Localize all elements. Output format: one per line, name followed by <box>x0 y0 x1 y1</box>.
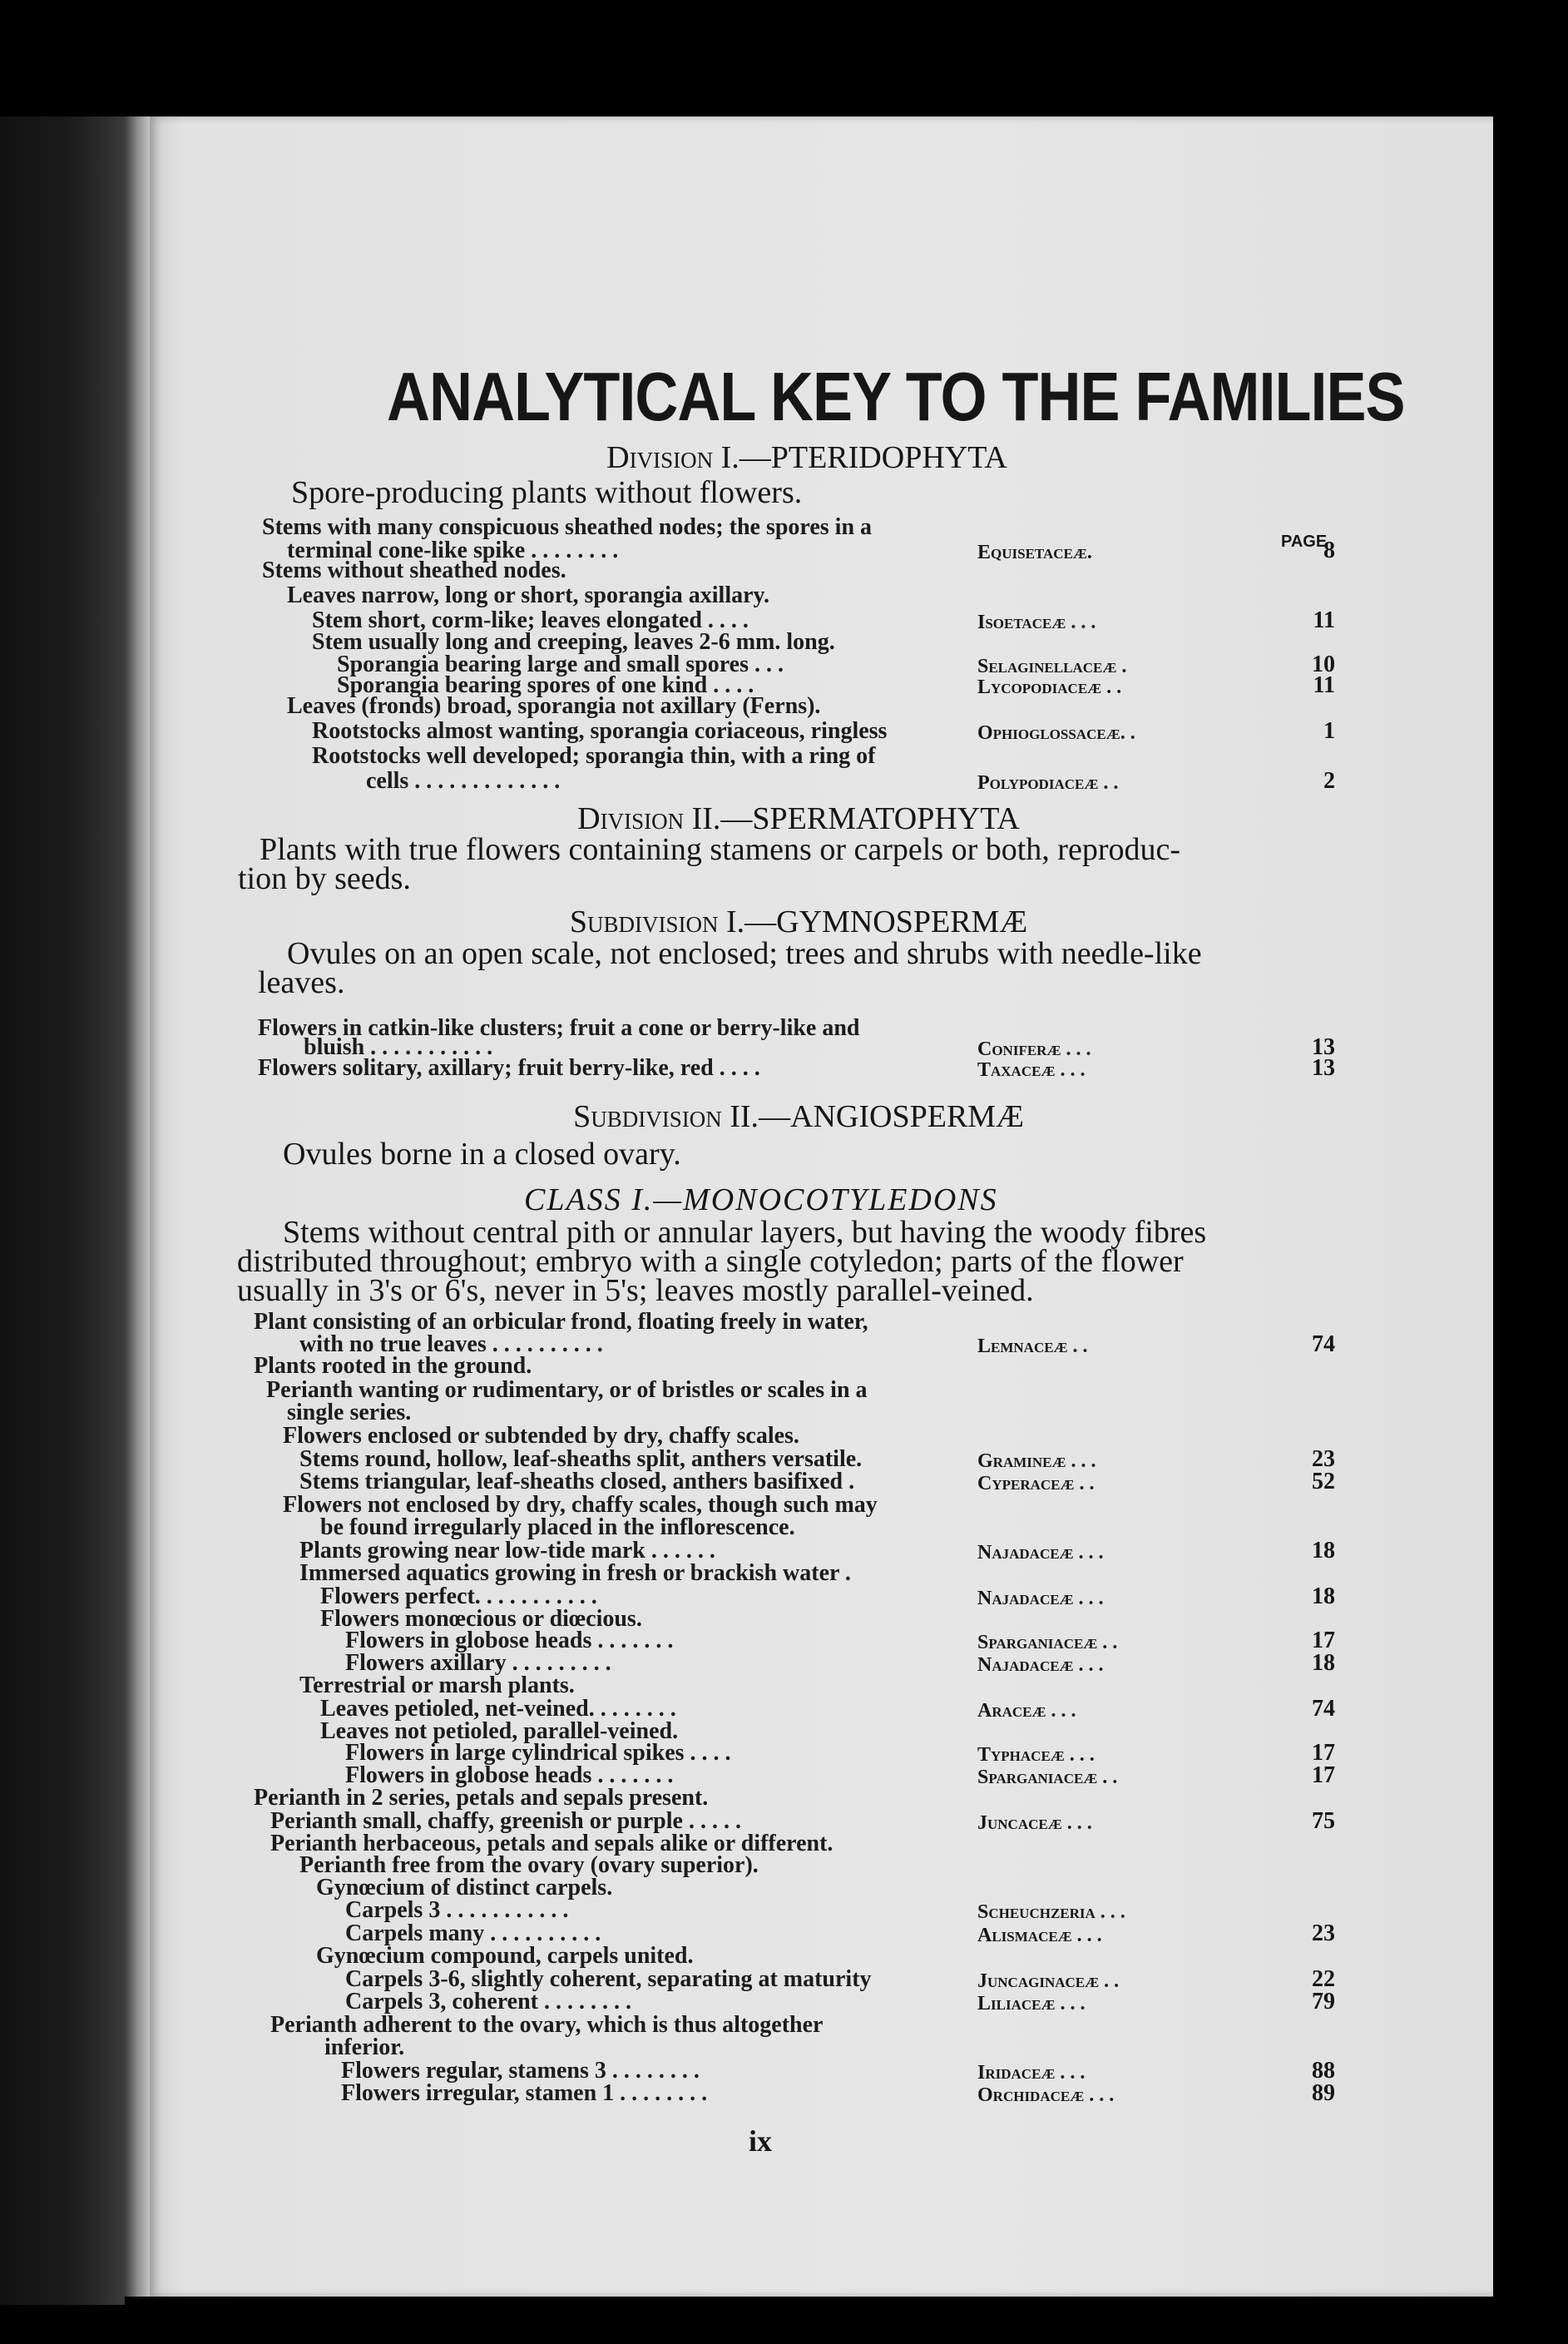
family-name: Sparganiaceæ . . <box>977 1632 1118 1653</box>
family-name: Cyperaceæ . . <box>977 1473 1095 1494</box>
key-line: Stem short, corm-like; leaves elongated . . . . <box>312 607 749 633</box>
key-line: Flowers monœcious or diœcious. <box>320 1606 642 1632</box>
key-line: Plants growing near low-tide mark . . . . . . <box>299 1538 715 1563</box>
class1-para-line3: usually in 3's or 6's, never in 5's; leaves mostly parallel-veined. <box>237 1273 1034 1308</box>
page-number: 79 <box>1312 1989 1335 2014</box>
key-line: Flowers irregular, stamen 1 . . . . . . . . <box>341 2080 708 2106</box>
key-line: Flowers in catkin-like clusters; fruit a cone or berry-like and <box>258 1015 860 1041</box>
key-line: Leaves (fronds) broad, sporangia not axillary (Ferns). <box>287 693 821 719</box>
key-line: Flowers axillary . . . . . . . . . <box>345 1650 611 1676</box>
family-name: Juncaginaceæ . . <box>977 1970 1120 1992</box>
family-name: Polypodiaceæ . . <box>977 772 1119 794</box>
family-name: Scheuchzeria . . . <box>977 1901 1125 1923</box>
key-line: Leaves not petioled, parallel-veined. <box>320 1718 679 1744</box>
key-line: Gynœcium compound, carpels united. <box>316 1943 694 1969</box>
key-line: Carpels 3 . . . . . . . . . . . <box>345 1897 569 1923</box>
class1-para-line1: Stems without central pith or annular layers, but having the woody fibres <box>283 1215 1207 1250</box>
book-spine-left <box>0 116 125 2305</box>
class1-heading: CLASS I.—MONOCOTYLEDONS <box>524 1182 998 1217</box>
page-number: 74 <box>1312 1331 1335 1357</box>
key-line: Flowers regular, stamens 3 . . . . . . . . <box>341 2058 700 2084</box>
family-name: Najadaceæ . . . <box>977 1542 1104 1563</box>
key-line: Gynœcium of distinct carpels. <box>316 1875 613 1900</box>
family-name: Alismaceæ . . . <box>977 1925 1102 1946</box>
page-column-label: PAGE <box>1281 533 1328 551</box>
key-line: bluish . . . . . . . . . . . <box>304 1034 493 1060</box>
family-name: Iridaceæ . . . <box>977 2062 1086 2084</box>
family-name: Lycopodiaceæ . . <box>977 676 1122 698</box>
key-line: Stems triangular, leaf-sheaths closed, anthers basifixed . <box>299 1469 855 1494</box>
key-line: Sporangia bearing spores of one kind . . . . <box>337 672 754 698</box>
family-name: Juncaceæ . . . <box>977 1812 1092 1834</box>
page-number: 11 <box>1313 672 1335 698</box>
key-line: Rootstocks almost wanting, sporangia coriaceous, ringless <box>312 718 888 744</box>
page-number: 52 <box>1312 1469 1335 1494</box>
page-number: 10 <box>1312 652 1335 677</box>
family-name: Typhaceæ . . . <box>977 1744 1095 1766</box>
family-name: Sparganiaceæ . . <box>977 1767 1118 1788</box>
page-title: ANALYTICAL KEY TO THE FAMILIES <box>387 359 1405 436</box>
page-number: 23 <box>1312 1446 1335 1472</box>
subdivision2-intro: Ovules borne in a closed ovary. <box>283 1137 681 1172</box>
division2-heading: Division II.—SPERMATOPHYTA <box>577 801 1020 836</box>
key-line: Perianth wanting or rudimentary, or of bristles or scales in a <box>266 1377 868 1403</box>
key-line: Sporangia bearing large and small spores . . . <box>337 652 784 677</box>
key-line: terminal cone-like spike . . . . . . . . <box>287 538 619 563</box>
page-number: 18 <box>1312 1538 1335 1563</box>
family-name: Gramineæ . . . <box>977 1450 1096 1472</box>
page-number: 17 <box>1312 1628 1335 1653</box>
key-line: Perianth free from the ovary (ovary superior). <box>299 1852 759 1878</box>
page-number: 17 <box>1312 1740 1335 1766</box>
key-line: cells . . . . . . . . . . . . . <box>366 768 561 794</box>
key-line: Stems without sheathed nodes. <box>262 558 566 583</box>
class1-para-line2: distributed throughout; embryo with a single cotyledon; parts of the flower <box>237 1244 1184 1279</box>
family-name: Orchidaceæ . . . <box>977 2084 1115 2106</box>
key-line: Carpels 3-6, slightly coherent, separating at maturity <box>345 1966 872 1992</box>
page-number: 75 <box>1312 1808 1335 1834</box>
family-name: Araceæ . . . <box>977 1700 1076 1722</box>
key-line: Flowers in globose heads . . . . . . . <box>345 1628 674 1653</box>
division1-intro: Spore-producing plants without flowers. <box>291 475 803 510</box>
division2-intro-line1: Plants with true flowers containing stamens or carpels or both, reproduc- <box>260 832 1180 867</box>
key-line: Flowers in large cylindrical spikes . . . . <box>345 1740 731 1766</box>
key-line: Terrestrial or marsh plants. <box>299 1673 575 1698</box>
key-line: Carpels 3, coherent . . . . . . . . <box>345 1989 631 2014</box>
family-name: Lemnaceæ . . <box>977 1336 1088 1357</box>
key-line: be found irregularly placed in the inflorescence. <box>320 1514 795 1540</box>
page-number: 13 <box>1312 1034 1335 1060</box>
family-name: Isoetaceæ . . . <box>977 612 1096 633</box>
page-number: 89 <box>1312 2080 1335 2106</box>
page-number: 18 <box>1312 1650 1335 1676</box>
key-line: Flowers enclosed or subtended by dry, chaffy scales. <box>283 1423 799 1449</box>
page-number: 8 <box>1323 538 1335 563</box>
key-line: Leaves narrow, long or short, sporangia axillary. <box>287 582 769 608</box>
key-line: Immersed aquatics growing in fresh or brackish water . <box>299 1560 851 1586</box>
family-name: Taxaceæ . . . <box>977 1059 1086 1081</box>
page-number: 74 <box>1312 1696 1335 1722</box>
page-number: 2 <box>1323 768 1335 794</box>
key-line: Leaves petioled, net-veined. . . . . . . . <box>320 1696 676 1722</box>
family-name: Ophioglossaceæ. . <box>977 722 1135 744</box>
key-line: Stem usually long and creeping, leaves 2-6 mm. long. <box>312 629 835 655</box>
key-line: Flowers perfect. . . . . . . . . . . <box>320 1583 597 1609</box>
family-name: Najadaceæ . . . <box>977 1654 1104 1676</box>
key-line: single series. <box>287 1400 412 1425</box>
key-line: Plant consisting of an orbicular frond, floating freely in water, <box>254 1309 868 1335</box>
page-gutter <box>125 116 150 2297</box>
page-number: 22 <box>1312 1966 1335 1992</box>
division1-heading: Division I.—PTERIDOPHYTA <box>606 440 1007 475</box>
division2-intro-line2: tion by seeds. <box>238 861 411 896</box>
key-line: Perianth herbaceous, petals and sepals alike or different. <box>270 1831 833 1856</box>
family-name: Equisetaceæ. <box>977 542 1092 563</box>
family-name: Coniferæ . . . <box>977 1038 1091 1060</box>
key-line: with no true leaves . . . . . . . . . . <box>299 1331 603 1357</box>
subdivision1-intro-line2: leaves. <box>258 965 345 1000</box>
key-line: Plants rooted in the ground. <box>254 1353 532 1379</box>
subdivision1-heading: Subdivision I.—GYMNOSPERMÆ <box>569 904 1028 939</box>
key-line: Flowers solitary, axillary; fruit berry-like, red . . . . <box>258 1055 760 1081</box>
page-number: 23 <box>1312 1920 1335 1946</box>
family-name: Najadaceæ . . . <box>977 1588 1104 1609</box>
page-number: 11 <box>1313 607 1335 633</box>
key-line: Perianth small, chaffy, greenish or purple . . . . . <box>270 1808 741 1834</box>
page-number: 1 <box>1323 718 1335 744</box>
key-line: Stems round, hollow, leaf-sheaths split, anthers versatile. <box>299 1446 863 1472</box>
key-line: Perianth in 2 series, petals and sepals present. <box>254 1785 709 1811</box>
key-line: Rootstocks well developed; sporangia thin, with a ring of <box>312 743 876 769</box>
key-line: Perianth adherent to the ovary, which is thus altogether <box>270 2012 824 2038</box>
key-line: Flowers in globose heads . . . . . . . <box>345 1762 674 1788</box>
page-number: 17 <box>1312 1762 1335 1788</box>
family-name: Liliaceæ . . . <box>977 1993 1086 2014</box>
page-folio: ix <box>749 2124 773 2158</box>
page-number: 13 <box>1312 1055 1335 1081</box>
key-line: Flowers not enclosed by dry, chaffy scales, though such may <box>283 1492 878 1518</box>
key-line: Carpels many . . . . . . . . . . <box>345 1920 601 1946</box>
page-number: 88 <box>1312 2058 1335 2084</box>
page-number: 18 <box>1312 1583 1335 1609</box>
family-name: Selaginellaceæ . <box>977 656 1127 677</box>
key-line: Stems with many conspicuous sheathed nodes; the spores in a <box>262 514 873 540</box>
subdivision1-intro-line1: Ovules on an open scale, not enclosed; trees and shrubs with needle-like <box>287 936 1202 971</box>
key-line: inferior. <box>324 2034 405 2060</box>
subdivision2-heading: Subdivision II.—ANGIOSPERMÆ <box>573 1099 1024 1134</box>
